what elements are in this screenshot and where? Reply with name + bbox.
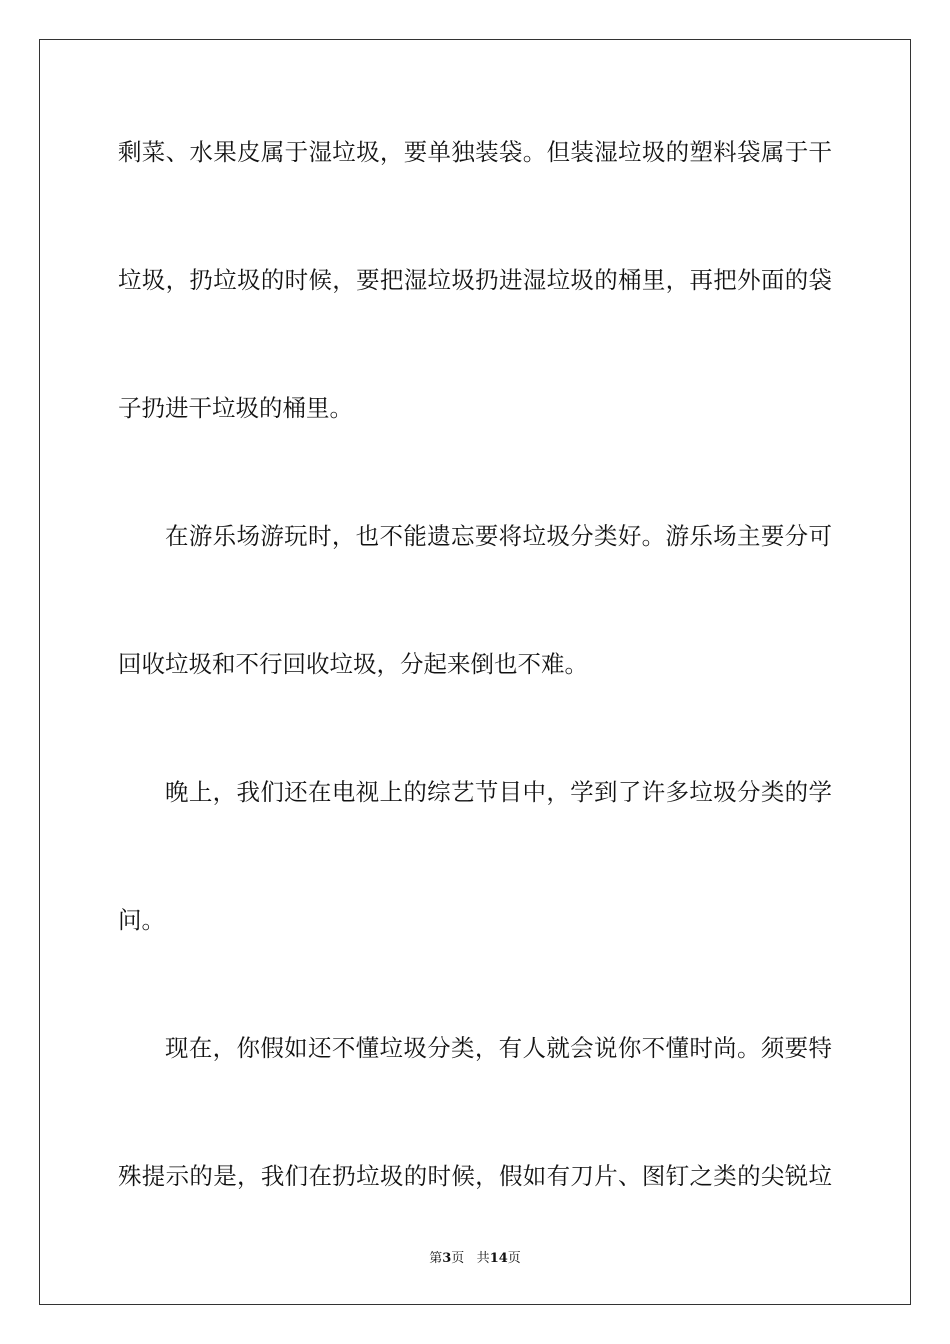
paragraph-3-line-2: 问。 — [118, 906, 165, 934]
paragraph-4-line-1: 现在，你假如还不懂垃圾分类，有人就会说你不懂时尚。须要特 — [165, 1034, 832, 1062]
paragraph-1-line-2: 垃圾，扔垃圾的时候，要把湿垃圾扔进湿垃圾的桶里，再把外面的袋 — [118, 266, 832, 294]
paragraph-1-line-3: 子扔进干垃圾的桶里。 — [118, 394, 353, 422]
document-body — [118, 120, 832, 1208]
page-suffix: 页 — [451, 1251, 465, 1266]
page-prefix: 第 — [429, 1251, 443, 1266]
page-number: 3 — [442, 1251, 452, 1266]
total-prefix: 共 — [476, 1251, 490, 1266]
paragraph-1-line-1: 剩菜、水果皮属于湿垃圾，要单独装袋。但装湿垃圾的塑料袋属于干 — [118, 138, 832, 166]
paragraph-2-line-2: 回收垃圾和不行回收垃圾，分起来倒也不难。 — [118, 650, 588, 678]
total-pages: 14 — [489, 1251, 508, 1266]
paragraph-2-line-1: 在游乐场游玩时，也不能遗忘要将垃圾分类好。游乐场主要分可 — [165, 522, 832, 550]
total-suffix: 页 — [507, 1251, 521, 1266]
paragraph-3-line-1: 晚上，我们还在电视上的综艺节目中，学到了许多垃圾分类的学 — [165, 778, 832, 806]
paragraph-4-line-2: 殊提示的是，我们在扔垃圾的时候，假如有刀片、图钉之类的尖锐垃 — [118, 1162, 832, 1190]
page-footer — [0, 1247, 950, 1266]
